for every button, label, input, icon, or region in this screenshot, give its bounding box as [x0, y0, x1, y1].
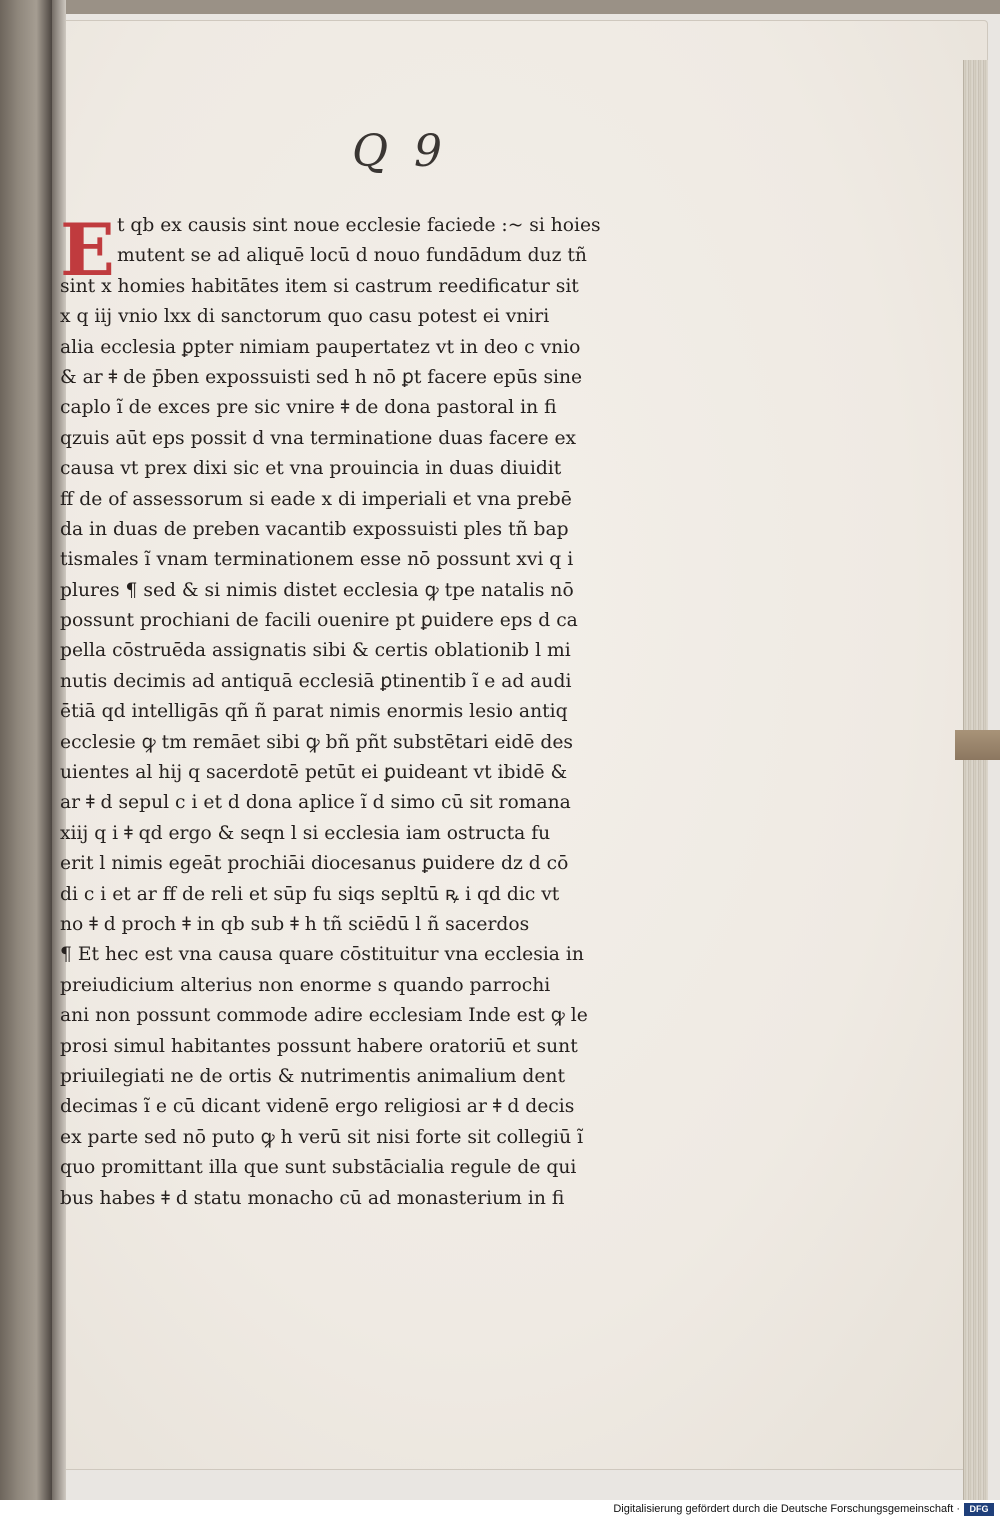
text-line: possunt prochiani de facili ouenire pt ꝑuidere eps d ca: [60, 609, 578, 632]
text-line: tismales ĩ vnam terminationem esse nō possunt xvi q i: [60, 548, 574, 571]
text-line: decimas ĩ e cū dicant videnē ergo religiosi ar ǂ d decis: [60, 1095, 575, 1118]
text-line: ff de of assessorum si eade x di imperiali et vna prebē: [60, 487, 572, 510]
digitization-footer: [0, 1500, 1000, 1519]
scan-top-border: [60, 0, 1000, 14]
text-lines: [60, 207, 670, 1213]
rubricated-initial: E: [60, 207, 115, 292]
dfg-logo-icon: DFG: [964, 1503, 994, 1516]
text-line: ani non possunt commode adire ecclesiam Inde est ꝙ le: [60, 1004, 588, 1027]
handwritten-signature-mark: Q 9: [352, 126, 449, 177]
text-line: x q iij vnio lxx di sanctorum quo casu potest ei vniri: [60, 305, 550, 328]
text-line: causa vt prex dixi sic et vna prouincia in duas diuidit: [60, 457, 562, 480]
text-line: t qb ex causis sint noue ecclesie faciede :~ si hoies: [116, 214, 601, 236]
text-line: ex parte sed nō puto ꝙ h verū sit nisi forte sit collegiū ĩ: [60, 1125, 584, 1148]
funding-credit: Digitalisierung gefördert durch die Deutsche Forschungsgemeinschaft ·: [613, 1503, 960, 1515]
text-line: prosi simul habitantes possunt habere oratoriū et sunt: [60, 1034, 578, 1057]
text-line: qzuis aūt eps possit d vna terminatione duas facere ex: [60, 426, 577, 449]
text-line: erit l nimis egeāt prochiāi diocesanus ꝑuidere dz d cō: [60, 852, 569, 875]
incunable-text-block: [60, 207, 670, 1213]
page-marker-tab: [955, 730, 1000, 760]
text-line: nutis decimis ad antiquā ecclesiā ꝑtinentib ĩ e ad audi: [60, 669, 572, 692]
text-line: xiij q i ǂ qd ergo & seqn l si ecclesia iam ostructa fu: [60, 821, 551, 844]
text-line: plures ¶ sed & si nimis distet ecclesia ꝙ tpe natalis nō: [60, 578, 574, 601]
previous-page-edge: [0, 0, 52, 1500]
text-line: ar ǂ d sepul c i et d dona aplice ĩ d simo cū sit romana: [60, 791, 571, 814]
text-line: pella cōstruēda assignatis sibi & certis oblationib l mi: [60, 639, 571, 662]
text-line: da in duas de preben vacantib expossuisti ples tñ bap: [60, 517, 569, 540]
text-line: no ǂ d proch ǂ in qb sub ǂ h tñ sciēdū l ñ sacerdos: [60, 912, 530, 935]
text-line: uientes al hij q sacerdotē petūt ei ꝑuideant vt ibidē &: [60, 761, 568, 784]
text-line: preiudicium alterius non enorme s quando parrochi: [60, 973, 551, 996]
text-line: quo promittant illa que sunt substācialia regule de qui: [60, 1156, 577, 1179]
text-line: & ar ǂ de p̄ben expossuisti sed h nō ꝑt facere epūs sine: [60, 365, 583, 388]
text-line: di c i et ar ff de reli et sūp fu siqs sepltū ꝶ i qd dic vt: [60, 882, 560, 905]
text-line: sint x homies habitātes item si castrum reedificatur sit: [60, 274, 579, 297]
page-fore-edge: [963, 60, 988, 1500]
text-line: priuilegiati ne de ortis & nutrimentis animalium dent: [60, 1064, 565, 1087]
text-line: caplo ĩ de exces pre sic vnire ǂ de dona pastoral in fi: [60, 396, 557, 419]
text-line: bus habes ǂ d statu monacho cū ad monasterium in fi: [60, 1186, 565, 1209]
text-line: ¶ Et hec est vna causa quare cōstituitur vna ecclesia in: [60, 943, 584, 966]
text-line: ecclesie ꝙ tm remāet sibi ꝙ bñ pñt substētari eidē des: [60, 730, 574, 753]
text-line: alia ecclesia ꝑpter nimiam paupertatez vt in deo c vnio: [60, 335, 581, 358]
text-line: mutent se ad aliquē locū d nouo fundādum duz tñ: [116, 244, 587, 267]
text-line: ētiā qd intelligās qñ ñ parat nimis enormis lesio antiq: [60, 700, 568, 723]
